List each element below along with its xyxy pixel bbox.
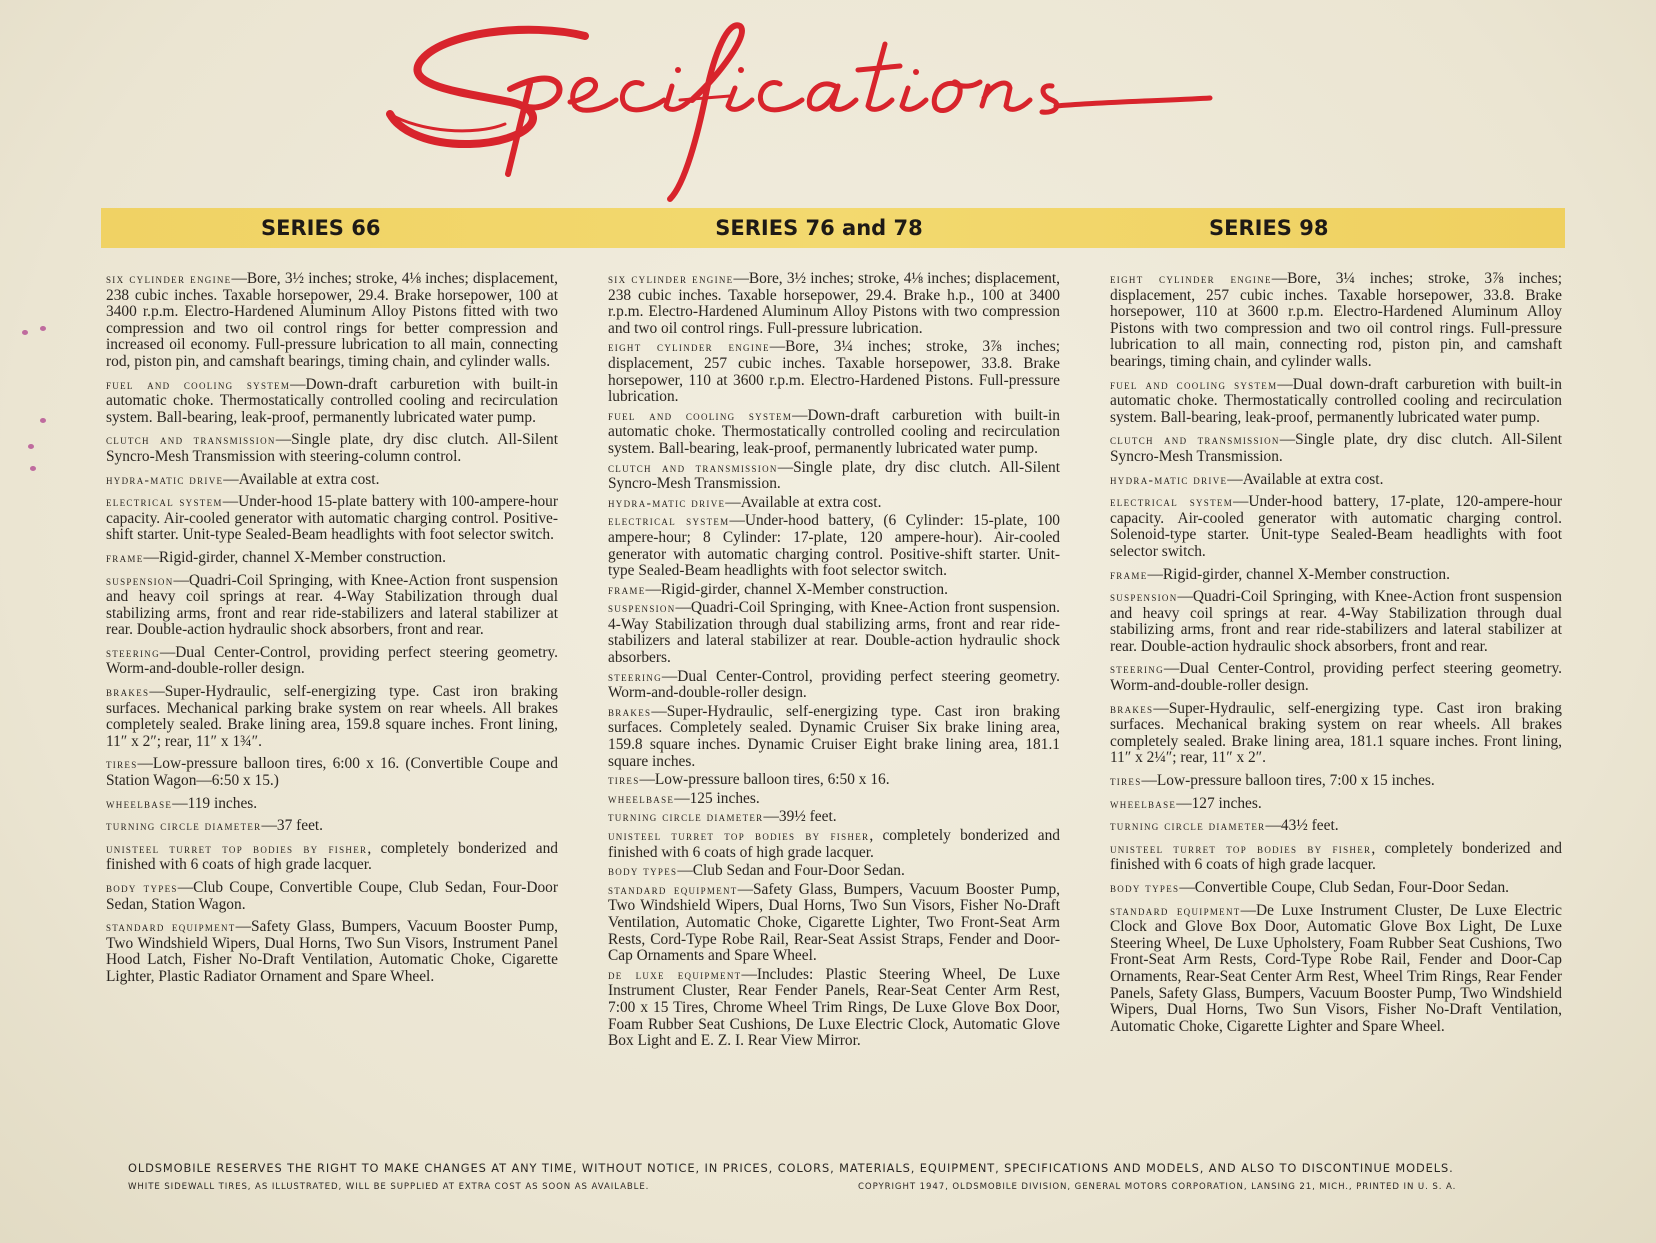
spec-label: electrical system (608, 513, 730, 529)
spec-label: standard equipment (1110, 902, 1241, 918)
spec-label: fuel and cooling system (106, 376, 291, 392)
spec-entry (106, 472, 558, 489)
spec-text: —Low-pressure balloon tires, 6:50 x 16. (639, 771, 890, 789)
spec-entry (106, 271, 558, 371)
spec-label: turning circle diameter (106, 818, 262, 834)
spec-entry (1110, 796, 1562, 813)
spec-entry (608, 513, 1060, 579)
spec-entry (608, 772, 1060, 789)
spec-label: body types (608, 863, 678, 879)
spec-text: —Super-Hydraulic, self-energizing type. Cast iron braking surfaces. Completely sealed. Dynamic Cruiser Six brake lining area, 159.8 square inches. Dynamic Cruiser Eight brake lining area, 181.1 square inches. (608, 702, 1060, 770)
spec-entry (106, 796, 558, 813)
spec-entry (608, 809, 1060, 826)
whitewall-notice: WHITE SIDEWALL TIRES, AS ILLUSTRATED, WILL BE SUPPLIED AT EXTRA COST AS SOON AS AVAILABLE. (128, 1182, 650, 1192)
spec-label: tires (1110, 773, 1142, 789)
spec-text: —Down-draft carburetion with built-in automatic choke. Thermostatically controlled cooling and recirculation system. Ball-bearing, leak-proof, permanently lubricated water pump. (608, 406, 1060, 457)
spec-text: —Low-pressure balloon tires, 6:00 x 16. (Convertible Coupe and Station Wagon—6:50 x 15.) (106, 755, 558, 790)
spec-entry (1110, 472, 1562, 489)
spec-label: frame (1110, 566, 1148, 582)
spec-label: wheelbase (106, 795, 173, 811)
series-banner (101, 208, 1565, 248)
spec-entry (608, 408, 1060, 458)
spec-label: electrical system (106, 494, 223, 510)
spec-entry (106, 377, 558, 427)
spec-label: hydra-matic drive (608, 494, 726, 510)
spec-label: electrical system (1110, 494, 1233, 510)
spec-text: —119 inches. (172, 794, 258, 812)
spec-text: , completely bonderized and finished with 6 coats of high grade lacquer. (1110, 839, 1562, 874)
spec-entry (106, 880, 558, 913)
spec-text: —39½ feet. (763, 808, 837, 826)
spec-entry (1110, 432, 1562, 465)
spec-text: —Quadri-Coil Springing, with Knee-Action front suspension. 4-Way Stabilization through dual stabilizing arms, front and rear ride-stabilizers and lateral stabilizer at rear. Double-action hydraulic shock absorbers. (608, 599, 1060, 667)
spec-text: —Bore, 3½ inches; stroke, 4⅛ inches; displacement, 238 cubic inches. Taxable horsepower, 29.4. Brake horsepower, 100 at 3400 r.p.m. Electro-Hardened Aluminum Alloy Pistons fitted with two compression and two oil control rings for better compression and increased oil economy. Full-pressure lubrication to all main, connecting rod, piston pin, and camshaft bearings, timing chain, and cylinder walls. (106, 270, 558, 370)
spec-entry (106, 573, 558, 639)
spec-entry (608, 495, 1060, 512)
spec-label: suspension (608, 600, 676, 616)
spec-text: —Safety Glass, Bumpers, Vacuum Booster Pump, Two Windshield Wipers, Dual Horns, Two Sun Visors, Fisher No-Draft Ventilation, Automatic Choke, Cigarette Lighter, Two Front-Seat Arm Rests, Cord-Type Robe Rail, Rear-Seat Assist Straps, Fender and Door-Cap Ornaments and Spare Wheel. (608, 880, 1060, 965)
spec-text: —Club Coupe, Convertible Coupe, Club Sedan, Four-Door Sedan, Station Wagon. (106, 879, 558, 913)
spec-entry (106, 818, 558, 835)
spec-entry (1110, 903, 1562, 1036)
spec-entry (608, 791, 1060, 808)
spec-entry (1110, 589, 1562, 655)
spec-label: body types (106, 880, 178, 895)
spec-entry (106, 919, 558, 985)
spec-label: wheelbase (1110, 795, 1177, 811)
ink-mark (30, 466, 36, 471)
spec-entry (106, 494, 558, 544)
disclaimer-notice: OLDSMOBILE RESERVES THE RIGHT TO MAKE CHANGES AT ANY TIME, WITHOUT NOTICE, IN PRICES, COLORS, MATERIALS, EQUIPMENT, SPECIFICATIONS AND MODELS, AND ALSO TO DISCONTINUE MODELS. (128, 1161, 1454, 1175)
spec-text: —Super-Hydraulic, self-energizing type. Cast iron braking surfaces. Mechanical parking brake system on rear wheels. All brakes completely sealed. Brake lining area, 159.8 square inches. Front lining, 11″ x 2″; rear, 11″ x 1¾″. (106, 683, 558, 750)
spec-label: six cylinder engine (608, 271, 734, 286)
spec-text: —Quadri-Coil Springing, with Knee-Action front suspension and heavy coil springs at rear. 4-Way Stabilization through dual stabilizing arms, front and rear ride-stabilizers and lateral stabilizer at rear. Double-action hydraulic shock absorbers, front and rear. (1110, 588, 1562, 655)
ink-mark (40, 418, 46, 423)
spec-label: brakes (608, 703, 652, 719)
spec-label: fuel and cooling system (1110, 376, 1278, 392)
spec-entry (1110, 661, 1562, 694)
spec-text: —Rigid-girder, channel X-Member construction. (645, 580, 948, 598)
spec-entry (1110, 271, 1562, 371)
spec-label: tires (106, 756, 138, 772)
spec-text: —Single plate, dry disc clutch. All-Silent Syncro-Mesh Transmission. (1110, 431, 1562, 465)
series-76-78-heading: SERIES 76 and 78 (715, 216, 923, 240)
spec-label: tires (608, 772, 640, 788)
spec-label: brakes (1110, 700, 1154, 716)
spec-label: steering (106, 644, 160, 660)
spec-entry (1110, 841, 1562, 874)
spec-text: —Club Sedan and Four-Door Sedan. (677, 862, 905, 880)
spec-label: de luxe equipment (608, 966, 742, 982)
spec-entry (106, 550, 558, 567)
spec-text: —Rigid-girder, channel X-Member construction. (143, 548, 446, 566)
spec-text: —Under-hood battery, 17-plate, 120-ampere-hour capacity. Air-cooled generator with automatic charging control. Solenoid-type starter. Unit-type Sealed-Beam headlights with foot selector switch. (1110, 493, 1562, 560)
spec-text: —Bore, 3½ inches; stroke, 4⅛ inches; displacement, 238 cubic inches. Taxable horsepower, 29.4. Brake h.p., 100 at 3400 r.p.m. Electro-Hardened Aluminum Alloy Pistons with two compression and two oil control rings. Full-pressure lubrication. (608, 270, 1060, 337)
ink-mark (22, 330, 28, 335)
spec-text: —Single plate, dry disc clutch. All-Silent Syncro-Mesh Transmission with steering-column control. (106, 431, 558, 465)
spec-label: turning circle diameter (608, 809, 764, 825)
spec-text: —Dual Center-Control, providing perfect steering geometry. Worm-and-double-roller design. (1110, 660, 1562, 695)
spec-label: hydra-matic drive (106, 471, 224, 487)
spec-entry (106, 756, 558, 789)
spec-label: clutch and transmission (1110, 432, 1280, 448)
spec-label: fuel and cooling system (608, 407, 793, 423)
spec-text: —De Luxe Instrument Cluster, De Luxe Electric Clock and Glove Box Door, Automatic Glove Box Light, De Luxe Steering Wheel, De Luxe Upholstery, Foam Rubber Seat Cushions, Two Front-Seat Arm Rests, Cord-Type Robe Rail, Fender and Door-Cap Ornaments, Rear-Seat Center Arm Rest, Wheel Trim Rings, Rear Fender Panels, Safety Glass, Bumpers, Vacuum Booster Pump, Two Windshield Wipers, Dual Horns, Two Sun Visors, Fisher No-Draft Ventilation, Automatic Choke, Cigarette Lighter and Spare Wheel. (1110, 901, 1562, 1035)
spec-label: steering (608, 668, 662, 684)
spec-label: suspension (1110, 589, 1178, 605)
spec-entry (608, 339, 1060, 405)
spec-entry (608, 271, 1060, 337)
spec-label: eight cylinder engine (608, 339, 770, 355)
spec-text: —127 inches. (1176, 794, 1262, 812)
copyright-notice: COPYRIGHT 1947, OLDSMOBILE DIVISION, GENERAL MOTORS CORPORATION, LANSING 21, MICH., PRINTED IN U. S. A. (858, 1182, 1457, 1192)
spec-entry (608, 582, 1060, 599)
spec-entry (1110, 773, 1562, 790)
spec-text: —Quadri-Coil Springing, with Knee-Action front suspension and heavy coil springs at rear. 4-Way Stabilization through dual stabilizing arms, front and rear ride-stabilizers and lateral stabilizer at rear. Double-action hydraulic shock absorbers, front and rear. (106, 571, 558, 639)
spec-label: hydra-matic drive (1110, 471, 1228, 487)
spec-entry (608, 828, 1060, 861)
spec-text: —Available at extra cost. (725, 493, 882, 511)
spec-label: frame (106, 549, 144, 565)
spec-label: steering (1110, 661, 1164, 677)
ink-mark (40, 326, 46, 331)
spec-label: six cylinder engine (106, 271, 232, 286)
spec-entry (106, 645, 558, 678)
spec-label: body types (1110, 880, 1180, 895)
spec-text: —43½ feet. (1265, 817, 1339, 835)
spec-label: wheelbase (608, 790, 675, 806)
spec-entry (1110, 880, 1562, 897)
spec-text: —Includes: Plastic Steering Wheel, De Luxe Instrument Cluster, Rear Fender Panels, Rear-Seat Center Arm Rest, 7:00 x 15 Tires, Chrome Wheel Trim Rings, De Luxe Glove Box Door, Foam Rubber Seat Cushions, De Luxe Electric Clock, Automatic Glove Box Light and E. Z. I. Rear View Mirror. (608, 965, 1060, 1050)
spec-entry (608, 669, 1060, 702)
spec-label: turning circle diameter (1110, 818, 1266, 834)
spec-text: , completely bonderized and finished with 6 coats of high grade lacquer. (106, 839, 558, 874)
spec-text: —Under-hood battery, (6 Cylinder: 15-plate, 100 ampere-hour; 8 Cylinder: 17-plate, 120 ampere-hour). Air-cooled generator with automatic charging control. Positive-shift starter. Unit-type Sealed-Beam headlights with foot selector switch. (608, 512, 1060, 580)
spec-label: brakes (106, 684, 150, 700)
spec-label: clutch and transmission (106, 432, 276, 448)
series-98-specs (1110, 271, 1562, 1041)
spec-text: —Available at extra cost. (1227, 470, 1384, 488)
spec-entry (608, 882, 1060, 965)
spec-text: —Convertible Coupe, Club Sedan, Four-Door Sedan. (1179, 879, 1510, 896)
spec-entry (608, 460, 1060, 493)
spec-label: standard equipment (608, 881, 738, 897)
spec-label: eight cylinder engine (1110, 271, 1272, 286)
spec-entry (1110, 494, 1562, 560)
spec-text: —Dual Center-Control, providing perfect steering geometry. Worm-and-double-roller design. (106, 643, 558, 678)
spec-text: —Super-Hydraulic, self-energizing type. Cast iron braking surfaces. Mechanical braking system on rear wheels. All brakes completely sealed. Brake lining area, 181.1 square inches. Front lining, 11″ x 2¼″; rear, 11″ x 2″. (1110, 699, 1562, 767)
spec-text: —Dual down-draft carburetion with built-in automatic choke. Thermostatically controlled cooling and recirculation system. Ball-bearing, leak-proof, permanently lubricated water pump. (1110, 375, 1562, 426)
spec-label: standard equipment (106, 919, 236, 935)
spec-entry (106, 841, 558, 874)
ink-mark (28, 444, 34, 449)
spec-text: , completely bonderized and finished with 6 coats of high grade lacquer. (608, 827, 1060, 861)
spec-text: —Low-pressure balloon tires, 7:00 x 15 inches. (1141, 772, 1435, 790)
specifications-script-title (380, 14, 1300, 204)
spec-entry (1110, 567, 1562, 584)
spec-label: unisteel turret top bodies by fisher (608, 828, 870, 843)
spec-text: —Rigid-girder, channel X-Member construction. (1147, 565, 1450, 583)
spec-entry (1110, 701, 1562, 767)
spec-entry (608, 704, 1060, 770)
spec-text: —37 feet. (261, 817, 324, 835)
spec-label: frame (608, 581, 646, 597)
spec-text: —125 inches. (674, 789, 760, 807)
spec-entry (608, 600, 1060, 666)
series-66-heading: SERIES 66 (261, 216, 381, 240)
spec-entry (106, 684, 558, 750)
spec-entry (608, 967, 1060, 1050)
series-66-specs (106, 271, 558, 992)
spec-text: —Dual Center-Control, providing perfect steering geometry. Worm-and-double-roller design. (608, 667, 1060, 702)
spec-text: —Safety Glass, Bumpers, Vacuum Booster Pump, Two Windshield Wipers, Dual Horns, Two Sun Visors, Instrument Panel Hood Latch, Fisher No-Draft Ventilation, Automatic Choke, Cigarette Lighter, Plastic Radiator Ornament and Spare Wheel. (106, 918, 558, 985)
series-76-78-specs (608, 271, 1060, 1052)
spec-label: clutch and transmission (608, 459, 778, 475)
spec-text: —Available at extra cost. (223, 470, 380, 488)
spec-label: unisteel turret top bodies by fisher (1110, 840, 1372, 856)
spec-entry (1110, 377, 1562, 427)
spec-entry (106, 432, 558, 465)
spec-entry (608, 863, 1060, 880)
series-98-heading: SERIES 98 (1209, 216, 1329, 240)
spec-label: suspension (106, 572, 174, 588)
spec-entry (1110, 818, 1562, 835)
spec-label: unisteel turret top bodies by fisher (106, 840, 368, 856)
spec-text: —Bore, 3¼ inches; stroke, 3⅞ inches; displacement, 257 cubic inches. Taxable horsepower, 33.8. Brake horsepower, 110 at 3600 r.p.m. Electro-Hardened Aluminum Alloy Pistons with two compression and two oil control rings. Full-pressure lubrication to all main, connecting rod, piston pin, and camshaft bearings, timing chain, and cylinder walls. (1110, 270, 1562, 370)
spec-text: —Bore, 3¼ inches; stroke, 3⅞ inches; displacement, 257 cubic inches. Taxable horsepower, 33.8. Brake horsepower, 110 at 3600 r.p.m. Electro-Hardened Pistons. Full-pressure lubrication. (608, 338, 1060, 406)
spec-text: —Down-draft carburetion with built-in automatic choke. Thermostatically controlled cooling and recirculation system. Ball-bearing, leak-proof, permanently lubricated water pump. (106, 375, 558, 426)
spec-text: —Under-hood 15-plate battery with 100-ampere-hour capacity. Air-cooled generator with automatic charging control. Positive-shift starter. Unit-type Sealed-Beam headlights with foot selector switch. (106, 493, 558, 544)
spec-text: —Single plate, dry disc clutch. All-Silent Syncro-Mesh Transmission. (608, 458, 1060, 493)
